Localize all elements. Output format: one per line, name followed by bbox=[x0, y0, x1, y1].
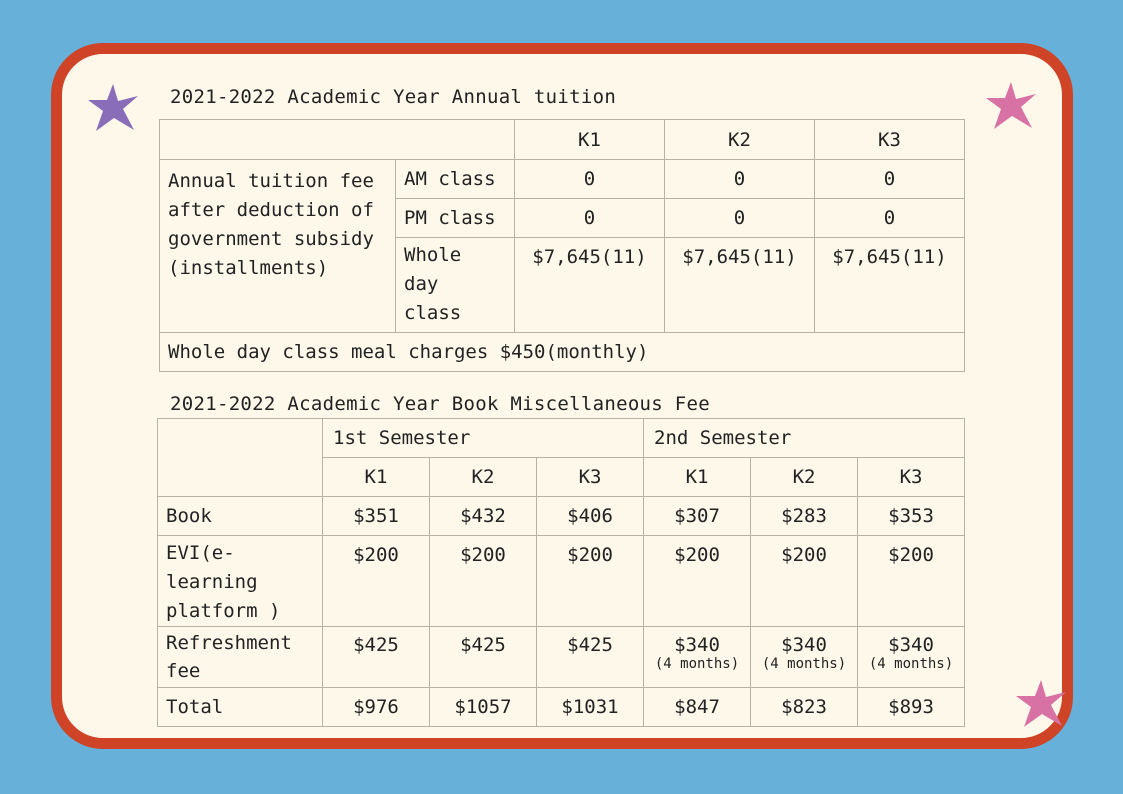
am-k3-value: 0 bbox=[815, 160, 965, 199]
first-semester-header: 1st Semester bbox=[323, 419, 644, 458]
evi-value: $200 bbox=[430, 536, 537, 627]
total-value: $1031 bbox=[537, 688, 644, 727]
whole-day-k2-value: $7,645(11) bbox=[665, 238, 815, 333]
second-semester-header: 2nd Semester bbox=[644, 419, 965, 458]
book-value: $283 bbox=[751, 497, 858, 536]
book-value: $432 bbox=[430, 497, 537, 536]
refreshment-value-cell bbox=[430, 627, 537, 688]
pink-star-icon bbox=[984, 80, 1038, 132]
grade-header: K2 bbox=[751, 458, 858, 497]
refreshment-value: $340 bbox=[781, 634, 827, 656]
tuition-header-k2: K2 bbox=[665, 120, 815, 160]
tuition-table bbox=[159, 119, 965, 372]
pm-k2-value: 0 bbox=[665, 199, 815, 238]
book-row-label: Book bbox=[158, 497, 323, 536]
grade-header: K3 bbox=[858, 458, 965, 497]
tuition-header-k3: K3 bbox=[815, 120, 965, 160]
evi-value: $200 bbox=[858, 536, 965, 627]
am-k2-value: 0 bbox=[665, 160, 815, 199]
refreshment-value: $425 bbox=[567, 634, 613, 656]
refreshment-note: (4 months) bbox=[654, 656, 740, 672]
purple-star-icon bbox=[86, 82, 140, 134]
evi-row-label: EVI(e-learning platform ) bbox=[158, 536, 323, 627]
total-value: $823 bbox=[751, 688, 858, 727]
meal-charge-note: Whole day class meal charges $450(monthly) bbox=[160, 333, 965, 372]
refreshment-value-cell bbox=[858, 627, 965, 688]
total-value: $976 bbox=[323, 688, 430, 727]
refreshment-note: (4 months) bbox=[868, 656, 954, 672]
empty-header-cell bbox=[158, 419, 323, 497]
tuition-title: 2021-2022 Academic Year Annual tuition bbox=[170, 86, 617, 108]
refreshment-value: $340 bbox=[674, 634, 720, 656]
pink-star-icon bbox=[1014, 678, 1068, 730]
evi-value: $200 bbox=[323, 536, 430, 627]
refreshment-value-cell bbox=[537, 627, 644, 688]
book-value: $307 bbox=[644, 497, 751, 536]
book-value: $351 bbox=[323, 497, 430, 536]
whole-day-k1-value: $7,645(11) bbox=[515, 238, 665, 333]
refreshment-value-cell bbox=[751, 627, 858, 688]
evi-value: $200 bbox=[644, 536, 751, 627]
refreshment-value: $340 bbox=[888, 634, 934, 656]
total-row-label: Total bbox=[158, 688, 323, 727]
total-value: $847 bbox=[644, 688, 751, 727]
refreshment-value: $425 bbox=[460, 634, 506, 656]
grade-header: K1 bbox=[644, 458, 751, 497]
grade-header: K2 bbox=[430, 458, 537, 497]
total-value: $893 bbox=[858, 688, 965, 727]
am-class-label: AM class bbox=[396, 160, 515, 199]
whole-day-k3-value: $7,645(11) bbox=[815, 238, 965, 333]
refreshment-note: (4 months) bbox=[761, 656, 847, 672]
book-fee-title: 2021-2022 Academic Year Book Miscellaneous Fee bbox=[170, 393, 710, 415]
refreshment-value-cell bbox=[644, 627, 751, 688]
evi-value: $200 bbox=[751, 536, 858, 627]
pm-k3-value: 0 bbox=[815, 199, 965, 238]
book-value: $353 bbox=[858, 497, 965, 536]
refreshment-value-cell bbox=[323, 627, 430, 688]
refreshment-value: $425 bbox=[353, 634, 399, 656]
refreshment-row-label: Refreshment fee bbox=[158, 627, 323, 688]
whole-day-class-label: Whole day class bbox=[396, 238, 515, 333]
grade-header: K1 bbox=[323, 458, 430, 497]
pm-k1-value: 0 bbox=[515, 199, 665, 238]
total-value: $1057 bbox=[430, 688, 537, 727]
evi-value: $200 bbox=[537, 536, 644, 627]
pm-class-label: PM class bbox=[396, 199, 515, 238]
empty-header-cell bbox=[160, 120, 515, 160]
book-fee-table bbox=[157, 418, 965, 727]
tuition-row-label: Annual tuition fee after deduction of government subsidy (installments) bbox=[160, 160, 396, 333]
book-value: $406 bbox=[537, 497, 644, 536]
tuition-header-k1: K1 bbox=[515, 120, 665, 160]
grade-header: K3 bbox=[537, 458, 644, 497]
am-k1-value: 0 bbox=[515, 160, 665, 199]
